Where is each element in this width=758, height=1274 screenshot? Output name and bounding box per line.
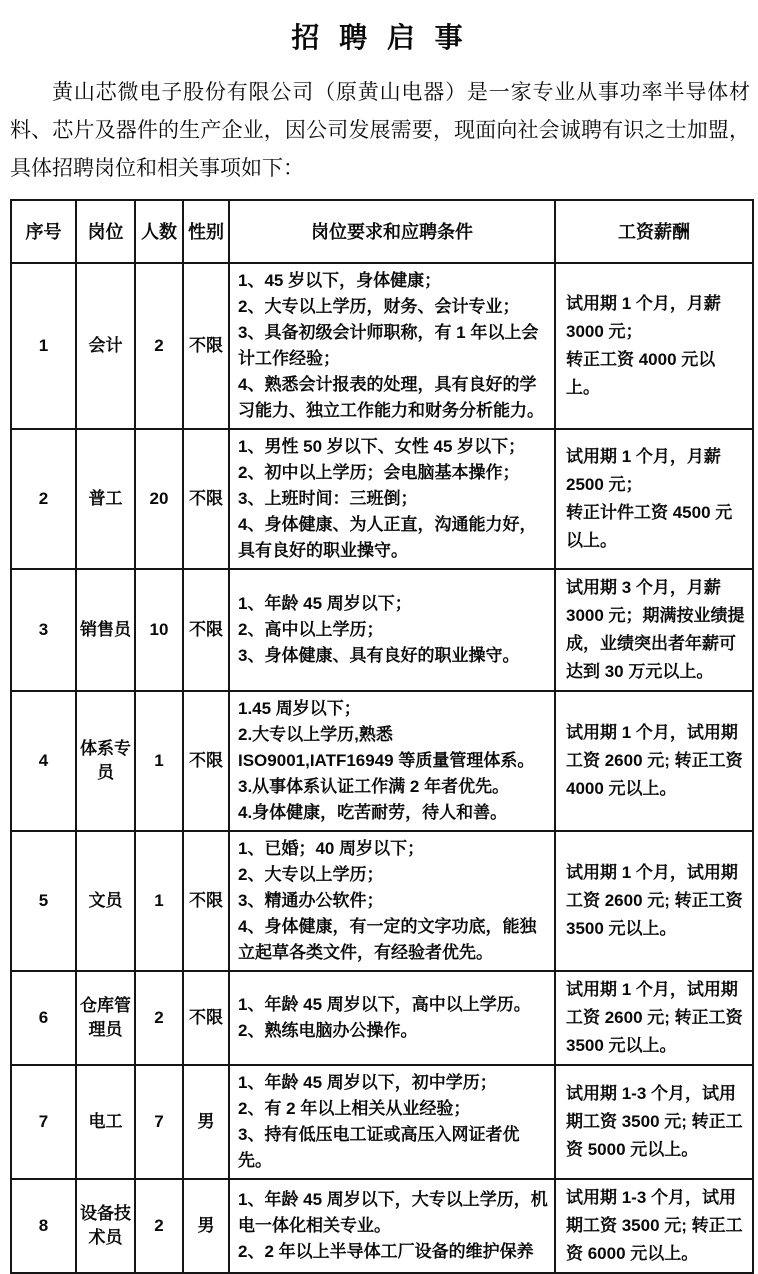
requirement-item: 3、上班时间：三班倒；: [238, 489, 418, 508]
header-row: [11, 200, 753, 263]
requirement-item: 2.大专以上学历,熟悉 ISO9001,IATF16949 等质量管理体系。: [238, 725, 535, 770]
salary-cell: [555, 429, 753, 569]
gender-cell: 不限: [183, 429, 229, 569]
requirement-item: 2、大专以上学历；: [238, 865, 384, 884]
salary-line: 转正工资 4000 元以上。: [566, 350, 716, 397]
column-header-salary: 工资薪酬: [555, 200, 753, 263]
requirement-item: 1、年龄 45 周岁以下，初中学历；: [238, 1073, 497, 1092]
requirements-cell: [229, 569, 555, 691]
seq-cell: 7: [11, 1065, 76, 1179]
count-cell: 10: [135, 569, 183, 691]
salary-line: 试用期 1 个月，月薪 3000 元；: [566, 294, 721, 341]
requirement-item: 2、大专以上学历，财务、会计专业；: [238, 297, 520, 316]
requirement-item: 1、年龄 45 周岁以下；: [238, 594, 412, 613]
requirement-item: 3、精通办公软件；: [238, 891, 384, 910]
salary-line: 试用期 1-3 个月，试用期工资 3500 元; 转正工资 5000 元以上。: [566, 1084, 743, 1159]
count-cell: 2: [135, 971, 183, 1065]
requirements-cell: [229, 971, 555, 1065]
requirements-cell: [229, 1179, 555, 1273]
salary-cell: [555, 831, 753, 971]
salary-line: 试用期 3 个月，月薪 3000 元；期满按业绩提成，业绩突出者年薪可达到 30 万元以上。: [566, 578, 745, 681]
requirement-item: 1、年龄 45 周岁以下，高中以上学历。: [238, 995, 531, 1014]
requirements-cell: [229, 831, 555, 971]
requirement-item: 1、45 岁以下，身体健康；: [238, 271, 442, 290]
salary-line: 试用期 1 个月，试用期工资 2600 元; 转正工资 4000 元以上。: [566, 723, 743, 798]
salary-cell: [555, 971, 753, 1065]
table-row: [11, 569, 753, 691]
count-cell: 1: [135, 831, 183, 971]
requirement-item: 2、高中以上学历；: [238, 620, 384, 639]
requirements-cell: [229, 263, 555, 429]
seq-cell: 5: [11, 831, 76, 971]
count-cell: 7: [135, 1065, 183, 1179]
requirement-item: 2、有 2 年以上相关从业经验；: [238, 1099, 471, 1118]
salary-line: 试用期 1-3 个月，试用期工资 3500 元; 转正工资 6000 元以上。: [566, 1188, 743, 1263]
position-cell: 销售员: [76, 569, 135, 691]
salary-line: 转正计件工资 4500 元以上。: [566, 503, 733, 550]
gender-cell: 不限: [183, 691, 229, 831]
salary-cell: [555, 569, 753, 691]
position-cell: 普工: [76, 429, 135, 569]
table-row: [11, 971, 753, 1065]
gender-cell: 男: [183, 1065, 229, 1179]
salary-cell: [555, 263, 753, 429]
column-header-requirements: 岗位要求和应聘条件: [229, 200, 555, 263]
requirement-item: 4、身体健康，有一定的文字功底，能独立起草各类文件，有经验者优先。: [238, 917, 537, 962]
requirement-item: 4、熟悉会计报表的处理，具有良好的学习能力、独立工作能力和财务分析能力。: [238, 375, 544, 420]
gender-cell: 不限: [183, 971, 229, 1065]
gender-cell: 男: [183, 1179, 229, 1273]
seq-cell: 3: [11, 569, 76, 691]
intro-paragraph: 黄山芯微电子股份有限公司（原黄山电器）是一家专业从事功率半导体材料、芯片及器件的生产企业，因公司发展需要，现面向社会诚聘有识之士加盟，具体招聘岗位和相关事项如下：: [10, 81, 750, 180]
gender-cell: 不限: [183, 569, 229, 691]
salary-cell: [555, 1065, 753, 1179]
requirement-item: 4、身体健康、为人正直，沟通能力好，具有良好的职业操守。: [238, 515, 537, 560]
salary-cell: [555, 1179, 753, 1273]
position-cell: 文员: [76, 831, 135, 971]
requirements-cell: [229, 1065, 555, 1179]
count-cell: 1: [135, 691, 183, 831]
salary-line: 试用期 1 个月，试用期工资 2600 元; 转正工资 3500 元以上。: [566, 863, 743, 938]
requirement-item: 3.从事体系认证工作满 2 年者优先。: [238, 777, 510, 796]
requirement-item: 4.身体健康，吃苦耐劳，待人和善。: [238, 803, 508, 822]
requirement-item: 2、熟练电脑办公操作。: [238, 1021, 418, 1040]
requirements-cell: [229, 691, 555, 831]
requirement-item: 3、持有低压电工证或高压入网证者优先。: [238, 1125, 520, 1170]
seq-cell: 8: [11, 1179, 76, 1273]
seq-cell: 6: [11, 971, 76, 1065]
position-cell: 设备技术员: [76, 1179, 135, 1273]
count-cell: 2: [135, 263, 183, 429]
requirement-item: 1、男性 50 岁以下、女性 45 岁以下；: [238, 437, 526, 456]
count-cell: 2: [135, 1179, 183, 1273]
seq-cell: 4: [11, 691, 76, 831]
page-title: 招 聘 启 事: [291, 22, 469, 53]
column-header-seq: 序号: [11, 200, 76, 263]
column-header-gender: 性别: [183, 200, 229, 263]
table-row: [11, 263, 753, 429]
column-header-position: 岗位: [76, 200, 135, 263]
table-row: [11, 429, 753, 569]
requirement-item: 1.45 周岁以下；: [238, 699, 361, 718]
position-cell: 体系专员: [76, 691, 135, 831]
gender-cell: 不限: [183, 831, 229, 971]
table-row: [11, 691, 753, 831]
requirement-item: 2、2 年以上半导体工厂设备的维护保养: [238, 1242, 534, 1261]
requirement-item: 3、身体健康、具有良好的职业操守。: [238, 646, 520, 665]
count-cell: 20: [135, 429, 183, 569]
salary-line: 试用期 1 个月，试用期工资 2600 元; 转正工资 3500 元以上。: [566, 980, 743, 1055]
table-row: [11, 1065, 753, 1179]
requirements-cell: [229, 429, 555, 569]
seq-cell: 2: [11, 429, 76, 569]
gender-cell: 不限: [183, 263, 229, 429]
salary-line: 试用期 1 个月，月薪 2500 元；: [566, 447, 721, 494]
position-cell: 仓库管理员: [76, 971, 135, 1065]
requirement-item: 1、年龄 45 周岁以下，大专以上学历，机电一体化相关专业。: [238, 1190, 548, 1235]
recruitment-table: [10, 199, 754, 1274]
position-cell: 会计: [76, 263, 135, 429]
requirement-item: 3、具备初级会计师职称，有 1 年以上会计工作经验；: [238, 323, 539, 368]
table-row: [11, 1179, 753, 1273]
salary-cell: [555, 691, 753, 831]
position-cell: 电工: [76, 1065, 135, 1179]
requirement-item: 1、已婚；40 周岁以下；: [238, 839, 425, 858]
seq-cell: 1: [11, 263, 76, 429]
requirement-item: 2、初中以上学历；会电脑基本操作；: [238, 463, 520, 482]
table-row: [11, 831, 753, 971]
column-header-count: 人数: [135, 200, 183, 263]
